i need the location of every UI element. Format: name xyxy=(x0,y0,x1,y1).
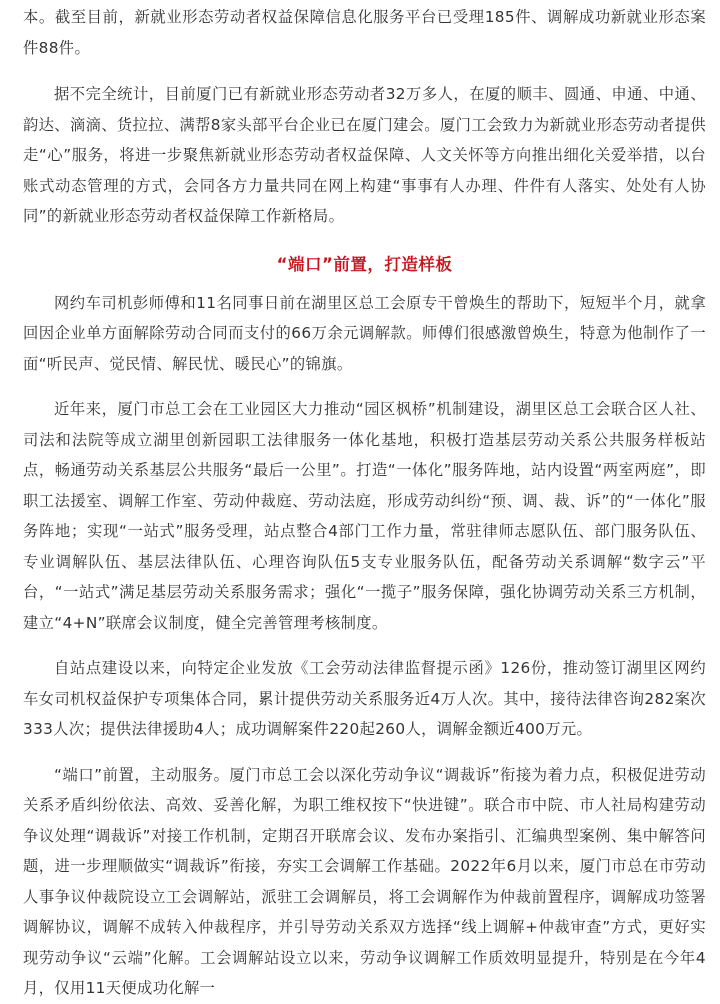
article-paragraph: 网约车司机彭师傅和11名同事日前在湖里区总工会原专干曾焕生的帮助下，短短半个月，就拿回因企业单方面解除劳动合同而支付的66万余元调解款。师傅们很感激曾焕生，特意为他制作了一面“听民声、觉民情、解民忧、暖民心”的锦旗。 xyxy=(23,293,706,373)
article-paragraph: 自站点建设以来，向特定企业发放《工会劳动法律监督提示函》126份，推动签订湖里区网约车女司机权益保护专项集体合同，累计提供劳动关系服务近4万人次。其中，接待法律咨询282案次333人次；提供法律援助4人；成功调解案件220起260人，调解金额近400万元。 xyxy=(23,659,706,738)
section-heading: “端口”前置，打造样板 xyxy=(276,254,453,274)
article-body xyxy=(0,2,720,997)
article-paragraph: 本。截至目前，新就业形态劳动者权益保障信息化服务平台已受理185件、调解成功新就业形态案件88件。 xyxy=(23,8,706,57)
article-paragraph: “端口”前置，主动服务。厦门市总工会以深化劳动争议“调裁诉”衔接为着力点，积极促进劳动关系矛盾纠纷依法、高效、妥善化解，为职工维权按下“快进键”。联合市中院、市人社局构建劳动争议处理“调裁诉”对接工作机制，定期召开联席会议、发布办案指引、汇编典型案例、集中解答问题，进一步理顺做实“调裁诉”衔接，夯实工会调解工作基础。2022年6月以来，厦门市总在市劳动人事争议仲裁院设立工会调解站，派驻工会调解员，将工会调解作为仲裁前置程序，调解成功签署调解协议，调解不成转入仲裁程序，并引导劳动关系双方选择“线上调解+仲裁审查”方式，更好实现劳动争议“云端”化解。工会调解站设立以来，劳动争议调解工作质效明显提升，特别是在今年4月，仅用11天便成功化解一 xyxy=(23,765,706,997)
article-paragraph: 据不完全统计，目前厦门已有新就业形态劳动者32万多人，在厦的顺丰、圆通、申通、中通、韵达、滴滴、货拉拉、满帮8家头部平台企业已在厦门建会。厦门工会致力为新就业形态劳动者提供走“心”服务，将进一步聚焦新就业形态劳动者权益保障、人文关怀等方向推出细化关爱举措，以台账式动态管理的方式，会同各方力量共同在网上构建“事事有人办理、件件有人落实、处处有人协同”的新就业形态劳动者权益保障工作新格局。 xyxy=(23,85,706,225)
article-paragraph: 近年来，厦门市总工会在工业园区大力推动“园区枫桥”机制建设，湖里区总工会联合区人社、司法和法院等成立湖里创新园职工法律服务一体化基地，积极打造基层劳动关系公共服务样板站点，畅通劳动关系基层公共服务“最后一公里”。打造“一体化”服务阵地，站内设置“两室两庭”，即职工法援室、调解工作室、劳动仲裁庭、劳动法庭，形成劳动纠纷“预、调、裁、诉”的“一体化”服务阵地；实现“一站式”服务受理，站点整合4部门工作力量，常驻律师志愿队伍、部门服务队伍、专业调解队伍、基层法律队伍、心理咨询队伍5支专业服务队伍，配备劳动关系调解“数字云”平台，“一站式”满足基层劳动关系服务需求；强化“一揽子”服务保障，强化协调劳动关系三方机制，建立“4+N”联席会议制度，健全完善管理考核制度。 xyxy=(23,400,706,632)
